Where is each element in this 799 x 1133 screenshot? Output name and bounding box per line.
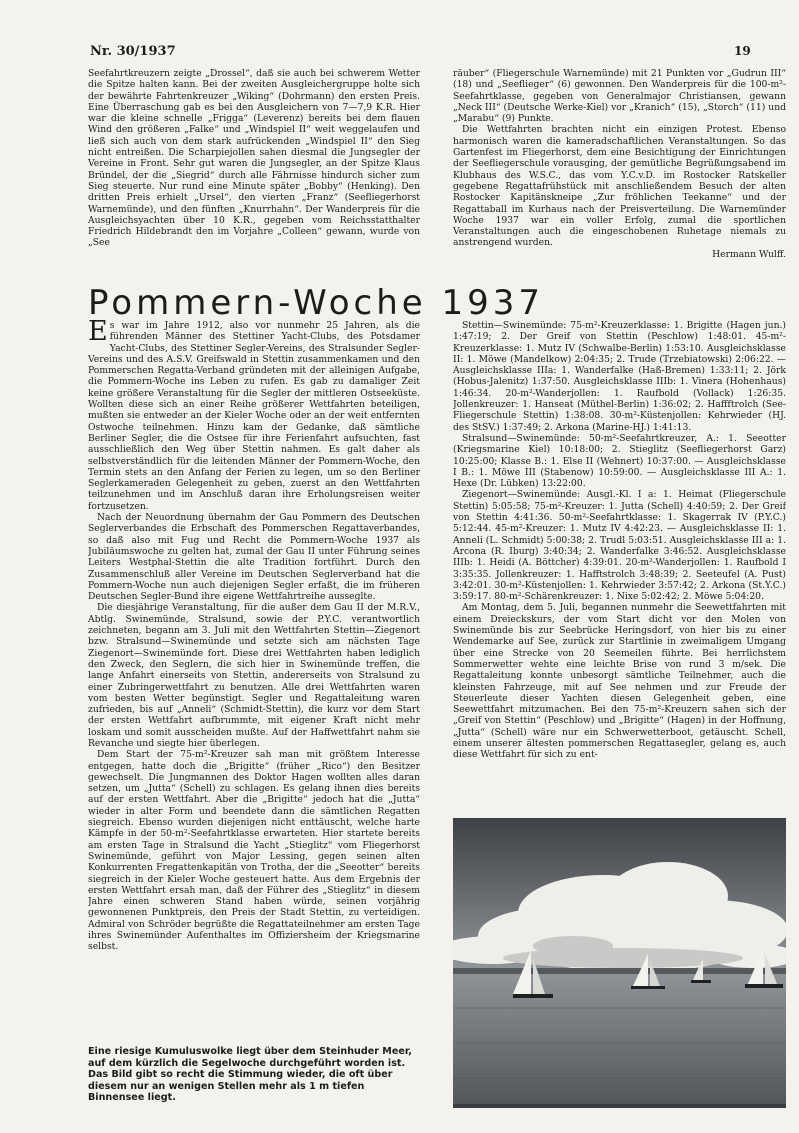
page-number: 19 [734,44,751,58]
top-right-text-2: Die Wettfahrten brachten nicht ein einzigen Protest. Ebenso harmonisch waren die kameradschaftlichen Veranstaltungen. So das Gartenfest im Fliegerhorst, dem eine Besichtigung der Einrichtungen der Seefliegerschule vorausging, der gemütliche Begrüßungsabend im Klubhaus des W.S.C., das vom Y.C.v.D. im Rostocker Ratskeller gegebene Regattafrühstück mit anschließendem Besuch der alten Rostocker Kapitänskneipe „Zur fröhlichen Teekanne“ und der Regattaball im Kurhaus nach der Preisverteilung. Die Warnemünder Woche 1937 war ein voller Erfolg, zumal die sportlichen Veranstaltungen auch die eingeschobenen Ruhetage niemals zu anstrengend wurden. [453,124,786,249]
article-paragraph-3: Die diesjährige Veranstaltung, für die außer dem Gau II der M.R.V., Abtlg. Swinemünde, Stralsund, sowie der P.Y.C. verantwortlich zeichneten, begann am 3. Juli mit den Wettfahrten Stettin—Ziegenort bzw. Stralsund—Swinemünde und setzte sich am nächsten Tage Ziegenort—Swinemünde fort. Diese drei Wettfahrten haben lediglich den Zweck, den Seglern, die sich hier in Swinemünde treffen, die lange Anfahrt einerseits von Stettin, andererseits von Stralsund zu einer Zubringerwettfahrt zu benutzen. Alle drei Wettfahrten waren vom besten Wetter begünstigt. Segler und Regattaleitung waren zufrieden, bis auf „Anneli“ (Schmidt-Stettin), die kurz vor dem Start der ersten Wettfahrt aufbrummte, mit eigener Kraft nicht mehr loskam und somit ausscheiden mußte. Auf der Haffwettfahrt nahm sie Revanche und siegte hier überlegen. [88,602,420,749]
article-paragraph-4: Dem Start der 75-m²-Kreuzer sah man mit größtem Interesse entgegen, hatte doch die „Brigitte“ (früher „Rico“) den Besitzer gewechselt. Die Jungmannen des Doktor Hagen wollten alles daran setzen, um „Jutta“ (Schell) zu schlagen. Es gelang ihnen dies bereits auf der ersten Wettfahrt. Aber die „Brigitte“ jedoch hat die „Jutta“ wieder in alter Form und beendete dann die sämtlichen Regatten siegreich. Ebenso wurden diejenigen nicht enttäuscht, welche harte Kämpfe in der 50-m²-Seefahrtklasse erwarteten. Hier startete bereits am ersten Tage in Stralsund die Yacht „Stieglitz“ vom Fliegerhorst Swinemünde, geführt von Major Lessing, gegen seinen alten Konkurrenten Fregattenkapitän von Trotha, der die „Seeotter“ bereits siegreich in der Kieler Woche gesteuert hatte. Aus dem Ergebnis der ersten Wettfahrt ersah man, daß der Führer des „Stieglitz“ in diesem Jahre einen schweren Stand haben würde, seinen vorjährig gewonnenen Punktpreis, den Preis der Stadt Stettin, zu verteidigen. Admiral von Schröder begrüßte die Regattateilnehmer am ersten Tage ihres Swinemünder Aufenthaltes im Offiziersheim der Kriegsmarine selbst. [88,749,420,953]
results-stralsund: Stralsund—Swinemünde: 50-m²-Seefahrtkreuzer, A.: 1. Seeotter (Kriegsmarine Kiel) 10:18:00; 2. Stieglitz (Seefliegerhorst Garz) 10:25:00; Klasse B.: 1. Else II (Wehnert) 10:37:00. — Ausgleichsklasse I B.: 1. Möwe III (Stabenow) 10:59:00. — Ausgleichsklasse III A.: 1. Hexe (Dr. Lübken) 13:22:00. [453,432,786,490]
issue-number: Nr. 30/1937 [90,44,176,59]
author-signature: Hermann Wulff. [712,248,786,260]
article-paragraph-seewettfahrten: Am Montag, dem 5. Juli, begannen nunmehr die Seewettfahrten mit einem Dreieckskurs, der vom Start dicht vor den Molen von Swinemünde bis zur Seebrücke Heringsdorf, von hier bis zu einer Wendemarke auf See, zurück zur Startlinie in zweimaligem Umgang über eine Strecke von 20 Seemeilen führte. Bei herrlichstem Sommerwetter wehte eine leichte Brise von rund 3 m/sek. Die Regattaleitung konnte unbesorgt sämtliche Teilnehmer, auch die kleinsten Fahrzeuge, mit auf See nehmen und zur Freude der Steuerleute dieser Yachten diesen Gelegenheit geben, eine Seewettfahrt mitzumachen. Bei den 75-m²-Kreuzern sahen sich der „Greif von Stettin“ (Peschlow) und „Brigitte“ (Hagen) in der Hoffnung, „Jutta“ (Schell) wäre nur ein Schwerwetterboot, getäuscht. Schell, einem unserer ältesten pommerschen Regattasegler, gelang es, auch diese Wettfahrt für sich zu ent- [453,602,786,761]
article-left-column [88,320,420,1036]
article-paragraph-1 [88,320,420,512]
article-paragraph-1-text: s war im Jahre 1912, also vor nunmehr 25 Jahren, als die führenden Männer des Stettiner Yacht-Clubs, des Potsdamer Yacht-Clubs, des Stettiner Segler-Vereins, des Stralsunder Segler-Vereins und des A.S.V. Greifswald in Stettin zusammenkamen und den Pommerschen Regatta-Verband gründeten mit der alleinigen Aufgabe, die Pommern-Woche ins Leben zu rufen. Es gab zu damaliger Zeit keine größere Veranstaltung für die Segler der mittleren Ostseeküste. Wollten diese sich an einer Reihe größerer Wettfahrten beteiligen, mußten sie entweder an der Kieler Woche oder an der weit entfernten Ostwoche teilnehmen. Hinzu kam der Gedanke, daß sämtliche Berliner Segler, die die Ostsee für ihre Ferienfahrt aufsuchten, fast ausschließlich den Weg über Stettin nahmen. Es galt daher als selbstverständlich für die leitenden Männer der Pommern-Woche, den Termin stets an den Anfang der Ferien zu legen, um so den Berliner Seglerkameraden Gelegenheit zu geben, zuerst an den Wettfahrten teilzunehmen und im Anschluß daran ihre Erholungsreisen weiter fortzusetzen. [88,320,420,512]
photo-caption: Eine riesige Kumuluswolke liegt über dem Steinhuder Meer, auf dem kürzlich die Segelwoche durchgeführt worden ist. Das Bild gibt so recht die Stimmung wieder, die oft über diesem nur an wenigen Stellen mehr als 1 m tiefen Binnensee liegt. [88,1046,412,1104]
top-left-column [88,68,420,268]
drop-cap: E [88,320,108,347]
article-title: Pommern-Woche 1937 [88,283,544,323]
sailing-photo [453,818,786,1108]
results-stettin: Stettin—Swinemünde: 75-m²-Kreuzerklasse: 1. Brigitte (Hagen jun.) 1:47:19; 2. Der Greif von Stettin (Peschlow) 1:48:01. 45-m²-Kreuzerklasse: 1. Mutz IV (Schwalbe-Berlin) 1:53:10. Ausgleichsklasse II: 1. Möwe (Mandelkow) 2:04:35; 2. Trude (Trzebiatowski) 2:06:22. — Ausgleichsklasse IIIa: 1. Wanderfalke (Haß-Bremen) 1:33:11; 2. Jörk (Hobus-Jalenitz) 1:37:50. Ausgleichsklasse IIIb: 1. Vinera (Hohenhaus) 1:46:34. 20-m²-Wanderjollen: 1. Raufbold (Vollack) 1:26:35. Jollenkreuzer: 1. Hanseat (Müthel-Berlin) 1:36:02; 2. Haffftrolch (See-Fliegerschule Stettin) 1:38:08. 30-m²-Küstenjollen: Kehrwieder (HJ. des StSV.) 1:37:49; 2. Arkona (Marine-HJ.) 1:41:13. [453,320,786,433]
results-ziegenort: Ziegenort—Swinemünde: Ausgl.-Kl. I a: 1. Heimat (Fliegerschule Stettin) 5:05:58; 75-m²-Kreuzer: 1. Jutta (Schell) 4:40:59; 2. Der Greif von Stettin 4:41:36. 50-m²-Seefahrtklasse: 1. Skagerrak IV (P.Y.C.) 5:12:44. 45-m²-Kreuzer: 1. Mutz IV 4:42:23. — Ausgleichsklasse II: 1. Anneli (L. Schmidt) 5:00:38; 2. Trudl 5:03:51. Ausgleichsklasse III a: 1. Arcona (R. Iburg) 3:40:34; 2. Wanderfalke 3:46:52. Ausgleichsklasse IIIb: 1. Heidi (A. Böttcher) 4:39:01. 20-m²-Wanderjollen: 1. Raufbold I 3:35:35. Jollenkreuzer: 1. Hafftstrolch 3:48:39; 2. Seeteufel (A. Pust) 3:42:01. 30-m²-Küstenjollen: 1. Kehrwieder 3:57:42; 2. Arkona (St.Y.C.) 3:59:17. 80-m²-Schärenkreuzer: 1. Nixe 5:02:42; 2. Möwe 5:04:20. [453,489,786,603]
top-left-text: Seefahrtkreuzern zeigte „Drossel“, daß sie auch bei schwerem Wetter die Spitze halten kann. Bei der zweiten Ausgleichergruppe holte sich der bewährte Fahrtenkreuzer „Wiking“ (Dohrmann) den ersten Preis. Eine Überraschung gab es bei den Ausgleichern von 7—7,9 K.R. Hier war die kleine schnelle „Frigga“ (Leverenz) bereits bei dem flauen Wind den größeren „Falke“ und „Windspiel II“ weit weggelaufen und ließ sich auch von dem stark aufrückenden „Windspiel II“ den Sieg nicht entreißen. Die Scharpiejollen sahen diesmal die Jungsegler der Vereine in Front. Sehr gut waren die Jungsegler, an der Spitze Klaus Bründel, der die „Siegrid“ durch alle Fährnisse hindurch sicher zum Sieg steuerte. Nur rund eine Minute später „Bobby“ (Henking). Den dritten Preis erhielt „Ursel“, den vierten „Franz“ (Seefliegerhorst Warnemünde), und den fünften „Knurrhahn“. Der Wanderpreis für die Ausgleichsyachten über 10 K.R., gegeben vom Reichsstatthalter Friedrich Hildebrandt den im Vorjahre „Colleen“ gewann, wurde von „See [88,68,420,249]
top-right-column [453,68,786,268]
article-right-column [453,320,786,808]
top-right-text: räuber“ (Fliegerschule Warnemünde) mit 21 Punkten vor „Gudrun III“ (18) und „Seeflieger“ (6) gewonnen. Den Wanderpreis für die 100-m²-Seefahrtklasse, gegeben von Generalmajor Christiansen, gewann „Neck III“ (Deutsche Werke-Kiel) vor „Kranich“ (15), „Storch“ (11) und „Marabu“ (9) Punkte. [453,68,786,125]
article-paragraph-2: Nach der Neuordnung übernahm der Gau Pommern des Deutschen Seglerverbandes die Erbschaft des Pommerschen Regattaverbandes, so daß also mit Fug und Recht die Pommern-Woche 1937 als Jubiläumswoche zu gelten hat, zumal der Gau II unter Führung seines Leiters Westphal-Stettin die alte Tradition fortführt. Durch den Zusammenschluß aller Vereine im Deutschen Seglerverband hat die Pommern-Woche nun auch diejenigen Segler erfaßt, die im früheren Deutschen Segler-Bund ihre eigene Wettfahrtreihe ausseglte. [88,512,420,603]
